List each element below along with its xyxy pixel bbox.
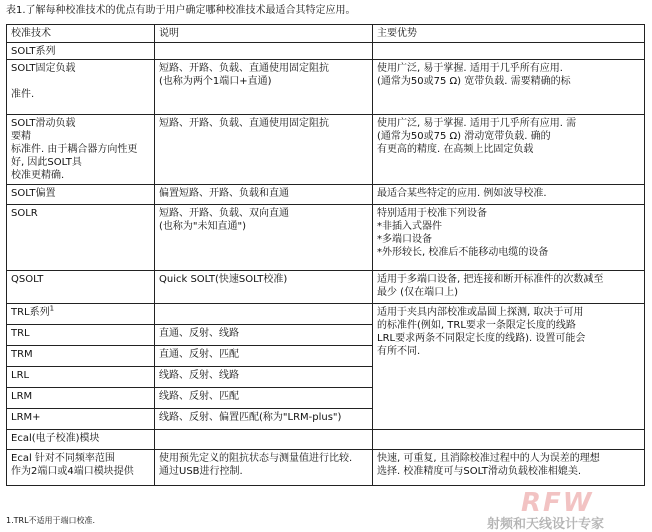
table-header-row (7, 25, 645, 43)
row-description: 短路、开路、负载、直通使用固定阻抗 (也称为两个1端口+直通) (155, 60, 373, 115)
row-technique: Ecal(电子校准)模块 (7, 430, 155, 450)
table-row (7, 60, 645, 115)
row-technique: SOLR (7, 205, 155, 271)
row-technique (7, 304, 155, 325)
row-description: 线路、反射、偏置匹配(称为"LRM-plus") (155, 409, 373, 430)
row-description: 偏置短路、开路、负载和直通 (155, 185, 373, 205)
header-advantage: 主要优势 (373, 25, 645, 43)
row-description: 线路、反射、匹配 (155, 388, 373, 409)
row-technique: LRM+ (7, 409, 155, 430)
row-advantage (373, 430, 645, 450)
row-advantage: 最适合某些特定的应用. 例如波导校准. (373, 185, 645, 205)
table-row (7, 430, 645, 450)
row-advantage: 快速, 可重复, 且消除校准过程中的人为误差的理想 选择. 校准精度可与SOLT滑动负载校准相媲美. (373, 450, 645, 486)
watermark-caption: 射频和天线设计专家 (487, 517, 605, 532)
row-technique: SOLT偏置 (7, 185, 155, 205)
row-description: 短路、开路、负载、直通使用固定阻抗 (155, 115, 373, 185)
watermark-logo-text: RFW (521, 488, 594, 518)
row-technique: LRL (7, 367, 155, 388)
table-row (7, 185, 645, 205)
table-row (7, 271, 645, 304)
row-description: 直通、反射、匹配 (155, 346, 373, 367)
row-technique: Ecal 针对不同频率范围 作为2端口或4端口模块提供 (7, 450, 155, 486)
watermark (487, 488, 645, 532)
row-description (155, 43, 373, 60)
row-technique: QSOLT (7, 271, 155, 304)
row-technique-label: TRL系列 (11, 307, 50, 318)
row-advantage: 使用广泛, 易于掌握. 适用于几乎所有应用. (通常为50或75 Ω) 宽带负载. 需要精确的标 (373, 60, 645, 115)
row-description: 短路、开路、负载、双向直通 (也称为"未知直通") (155, 205, 373, 271)
row-description: 线路、反射、线路 (155, 367, 373, 388)
row-advantage: 使用广泛, 易于掌握. 适用于几乎所有应用. 需 (通常为50或75 Ω) 滑动宽带负载. 确的 有更高的精度. 在高频上比固定负载 (373, 115, 645, 185)
row-technique: TRM (7, 346, 155, 367)
table-row (7, 43, 645, 60)
header-technique: 校准技术 (7, 25, 155, 43)
row-technique: SOLT滑动负载 要精 标准件. 由于耦合器方向性更好, 因此SOLT具 校准更精确. (7, 115, 155, 185)
row-technique: TRL (7, 325, 155, 346)
table-caption: 表1.了解每种校准技术的优点有助于用户确定哪种校准技术最适合其特定应用。 (6, 5, 356, 16)
row-advantage: 适用于夹具内部校准或晶圆上探测, 取决于可用 的标准件(例如, TRL要求一条限定长度的线路 LRL要求两条不同限定长度的线路). 设置可能会 有所不同. (373, 304, 645, 430)
row-description: Quick SOLT(快速SOLT校准) (155, 271, 373, 304)
row-technique: SOLT固定负载 准件. (7, 60, 155, 115)
row-advantage: 适用于多端口设备, 把连接和断开标准件的次数减至 最少 (仅在端口上) (373, 271, 645, 304)
table-row (7, 304, 645, 325)
footnote-marker: 1 (49, 304, 55, 313)
row-technique: SOLT系列 (7, 43, 155, 60)
row-description: 直通、反射、线路 (155, 325, 373, 346)
table-row (7, 115, 645, 185)
row-advantage: 特别适用于校准下列设备 *非插入式器件 *多端口设备 *外形较长, 校准后不能移动电缆的设备 (373, 205, 645, 271)
table-row (7, 205, 645, 271)
row-advantage (373, 43, 645, 60)
table-footnote: 1.TRL不适用于端口校准. (6, 516, 96, 525)
header-description: 说明 (155, 25, 373, 43)
row-description: 使用预先定义的阻抗状态与测量值进行比较. 通过USB进行控制. (155, 450, 373, 486)
calibration-techniques-table (6, 24, 645, 486)
row-description (155, 304, 373, 325)
row-description (155, 430, 373, 450)
table-row (7, 450, 645, 486)
row-technique: LRM (7, 388, 155, 409)
